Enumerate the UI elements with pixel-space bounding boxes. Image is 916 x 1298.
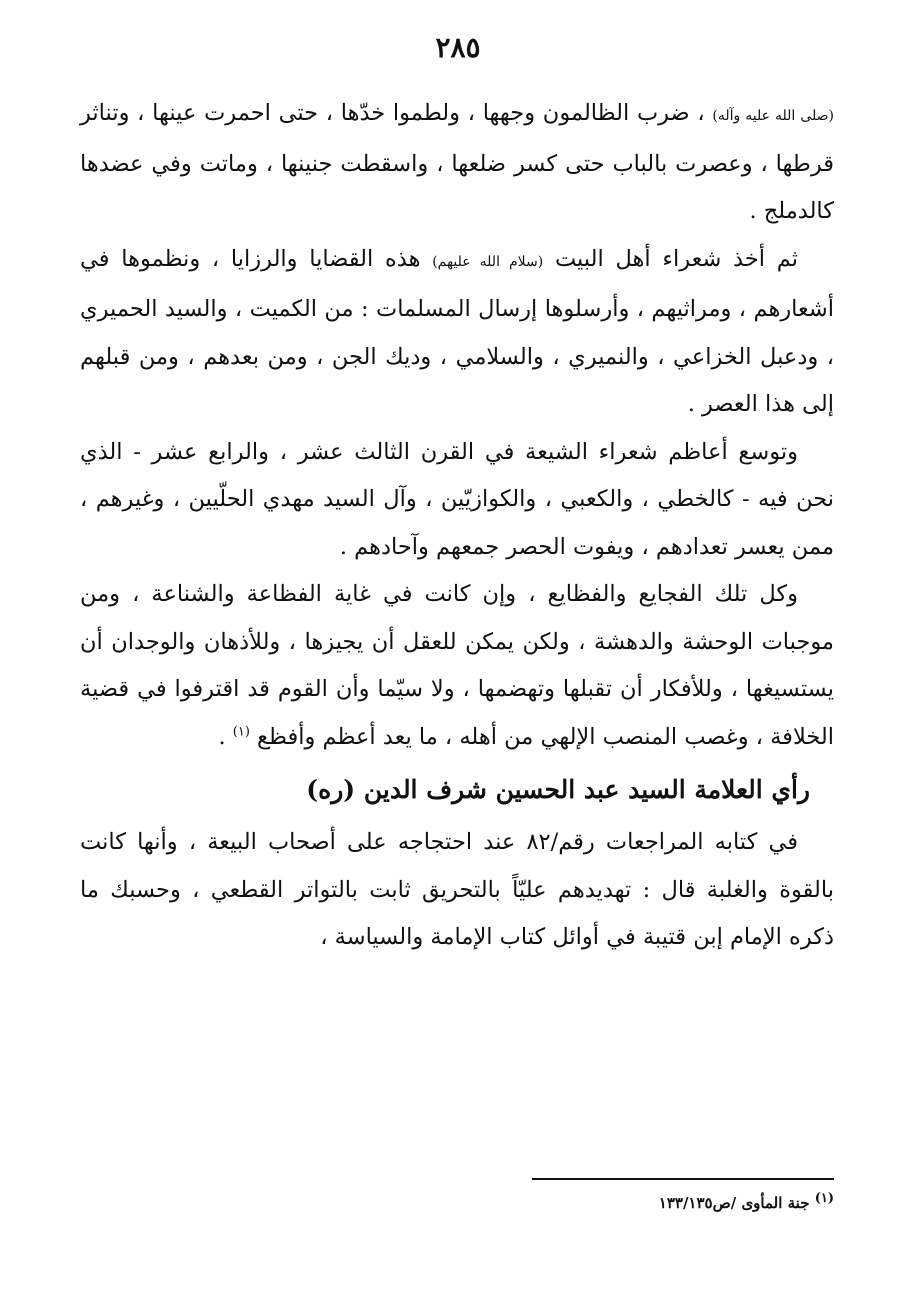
footnote-reference: (١) (232, 724, 250, 739)
footnote (500, 1192, 834, 1214)
paragraph-p2 (80, 236, 834, 429)
honorific-text: (سلام الله عليهم) (432, 253, 544, 270)
paragraph-text: ، ضرب الظالمون وجهها ، ولطموا خدّها ، حتى احمرت عينها ، وتناثر قرطها ، وعصرت بالباب حتى كسر ضلعها ، واسقطت جنينها ، وماتت وفي عضدها كالدملج . (80, 100, 834, 224)
honorific-text: (صلى الله عليه وآله) (712, 108, 834, 124)
paragraph-p5 (80, 819, 834, 962)
footnote-marker: (١) (814, 1191, 834, 1206)
paragraph-text: ثم أخذ شعراء أهل البيت (543, 245, 798, 272)
section-heading: رأي العلامة السيد عبد الحسين شرف الدين (ره) (306, 775, 810, 804)
paragraph-text: هذه القضايا والرزايا ، ونظموها في أشعارهم ، ومراثيهم ، وأرسلوها إرسال المسلمات : من الكميت ، والسيد الحميري ، ودعبل الخزاعي ، والنميري ، والسلامي ، وديك الجن ، ومن بعدهم ، ومن قبلهم إلى هذا العصر . (80, 245, 834, 417)
page-number: ٢٨٥ (435, 31, 481, 64)
paragraphs-before (80, 90, 834, 761)
paragraph-p4 (80, 571, 834, 761)
paragraph-p1 (80, 90, 834, 236)
footnote-separator (532, 1178, 834, 1180)
paragraph-text: في كتابه المراجعات رقم/٨٢ عند احتجاجه على أصحاب البيعة ، وأنها كانت بالقوة والغلبة قال : تهديدهم عليّاً بالتحريق ثابت بالتواتر القطعي ، وحسبك ما ذكره الإمام إبن قتيبة في أوائل كتاب الإمامة والسياسة ، (80, 829, 834, 950)
paragraph-p3 (80, 429, 834, 572)
footnote-text: جنة المأوى /ص١٣٣/١٣٥ (658, 1194, 815, 1212)
paragraph-text: وكل تلك الفجايع والفظايع ، وإن كانت في غاية الفظاعة والشناعة ، ومن موجبات الوحشة والدهشة ، ولكن يمكن للعقل أن يجيزها ، وللأذهان والوجدان أن يستسيغها ، وللأفكار أن تقبلها وتهضمها ، ولا سيّما وأن القوم قد اقترفوا في قضية الخلافة ، وغصب المنصب الإلهي من أهله ، ما يعد أعظم وأفظع (80, 581, 834, 750)
paragraphs-after (80, 819, 834, 962)
paragraph-text: وتوسع أعاظم شعراء الشيعة في القرن الثالث عشر ، والرابع عشر - الذي نحن فيه - كالخطي ، والكعبي ، والكوازيّين ، وآل السيد مهدي الحلّيين ، وغيرهم ، ممن يعسر تعدادهم ، ويفوت الحصر جمعهم وآحادهم . (80, 438, 834, 560)
paragraph-text: . (218, 723, 233, 750)
body-text (80, 90, 834, 962)
